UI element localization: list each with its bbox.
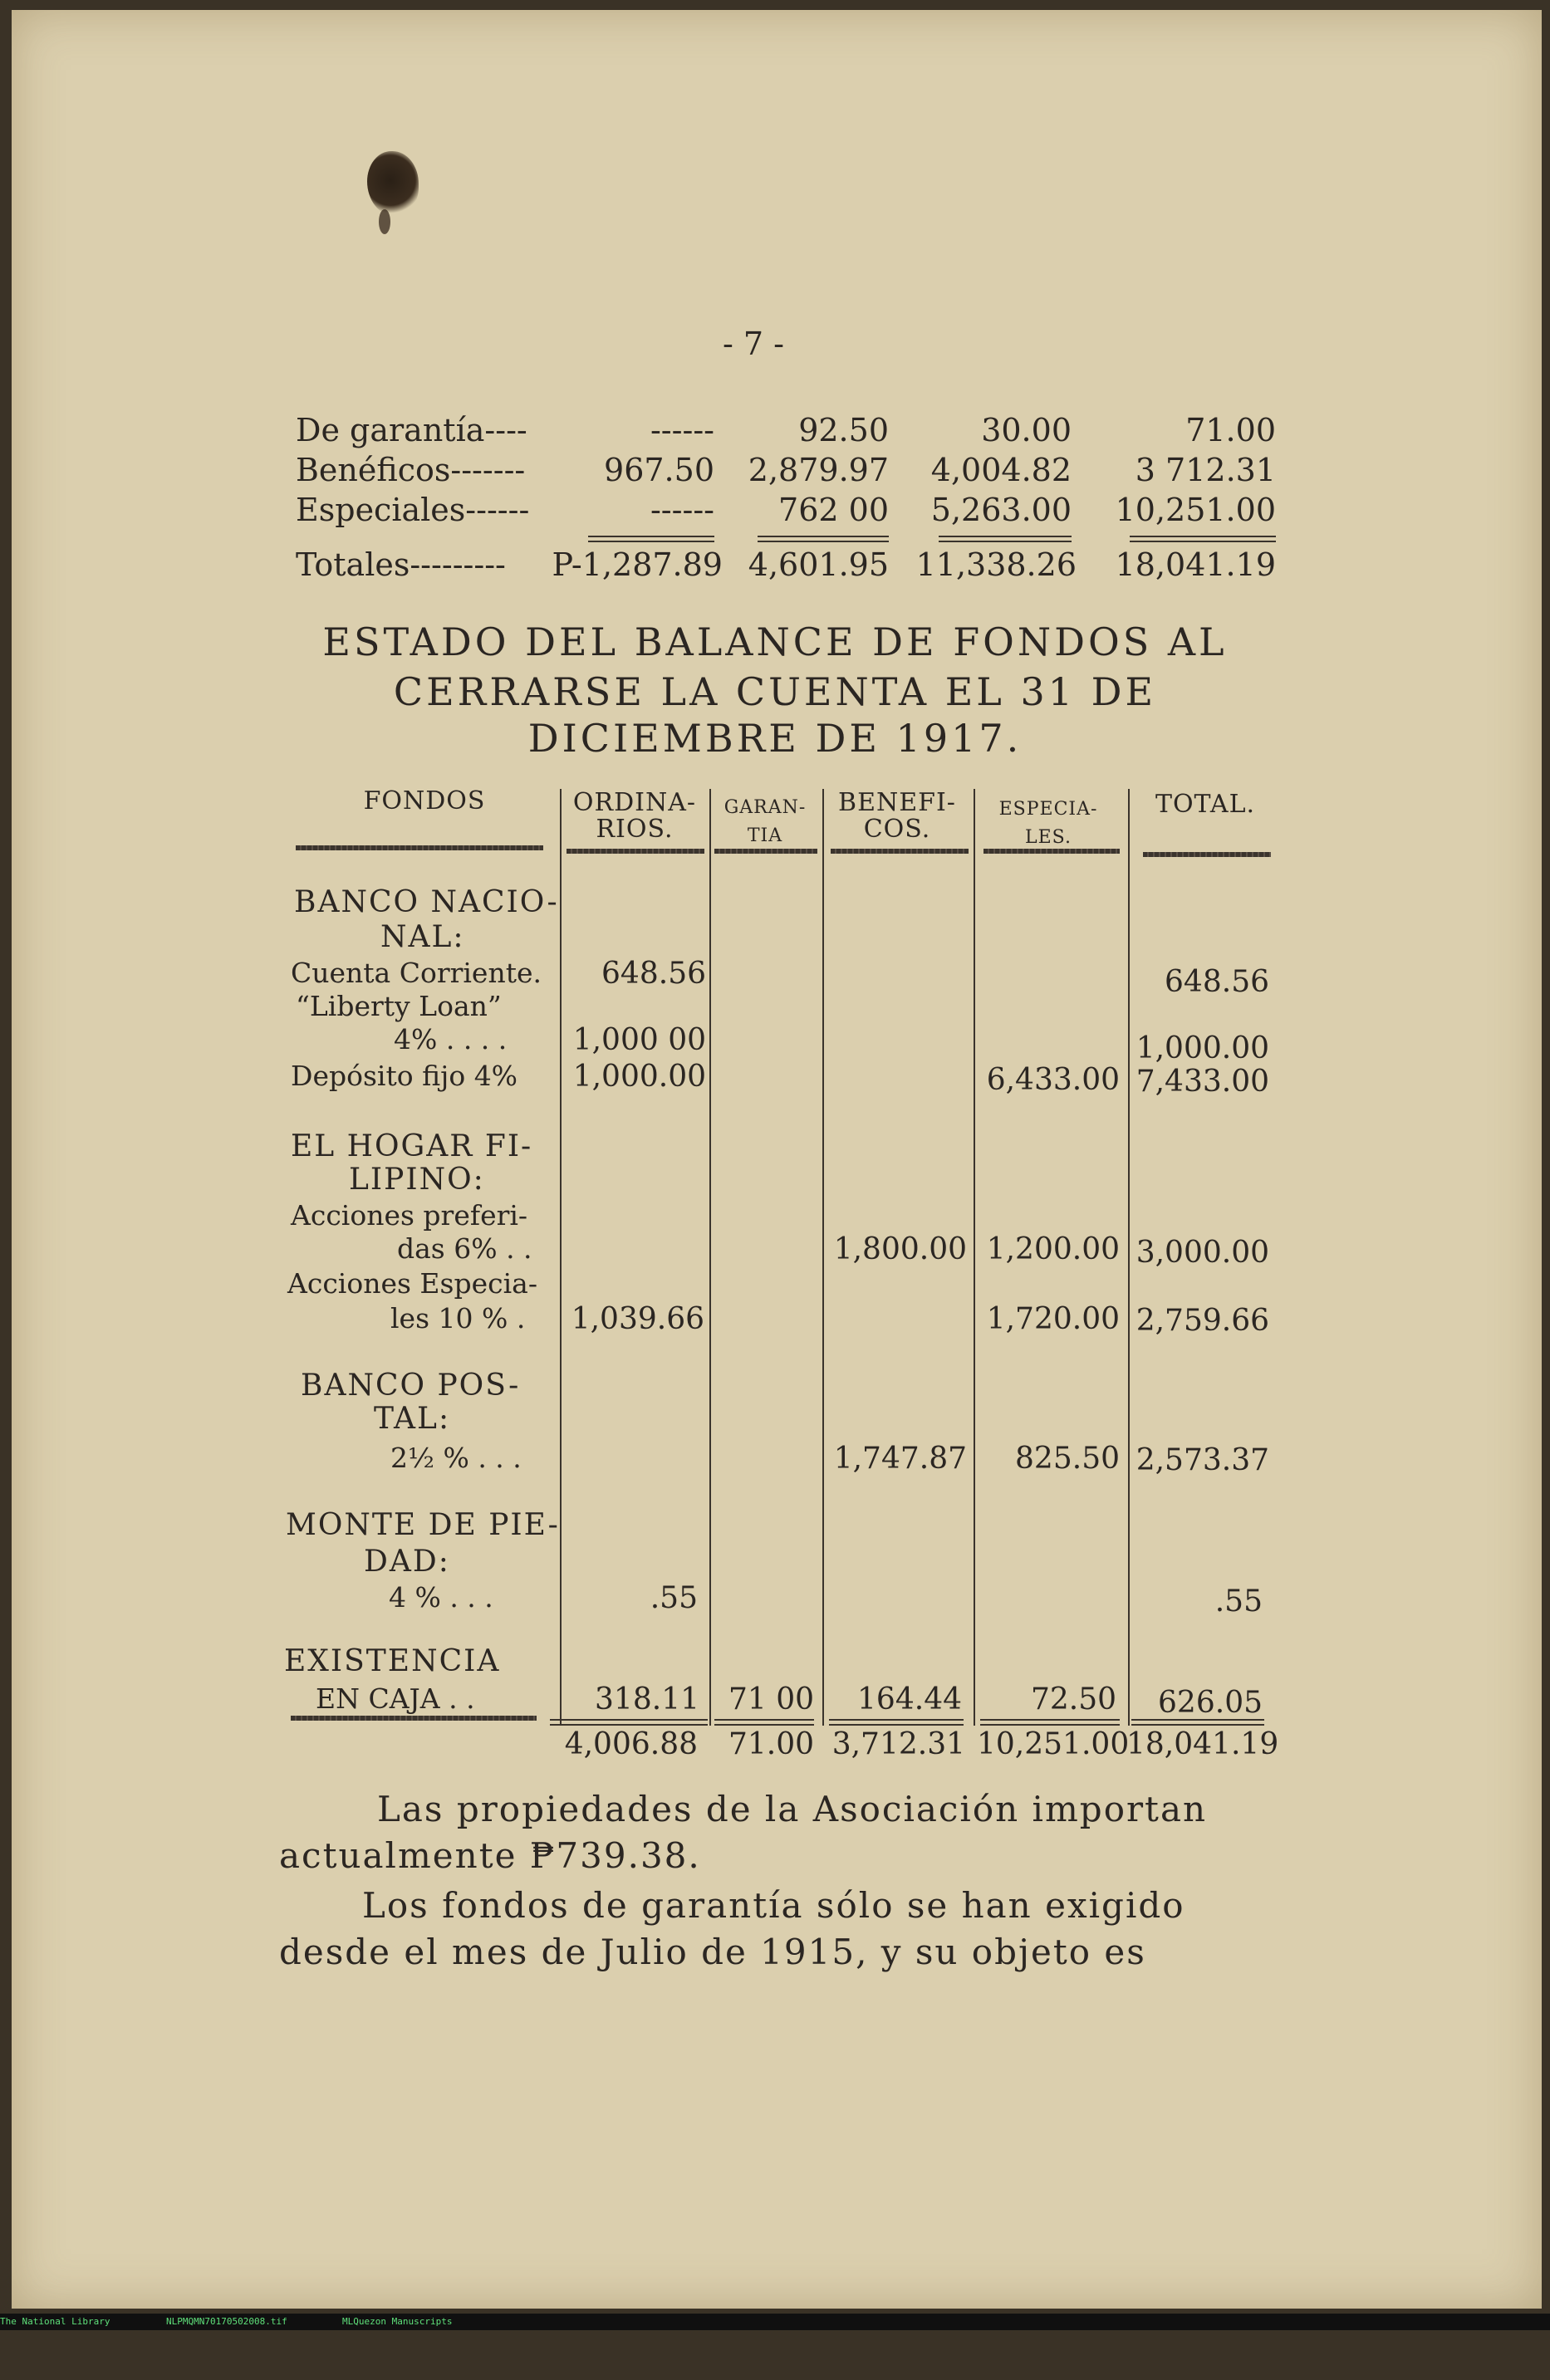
summary-rule [939,536,1072,542]
row-label: 2½ % . . . [390,1442,522,1474]
cell-especiales: 1,200.00 [986,1232,1120,1266]
cell-ordinarios: 648.56 [601,957,706,991]
header-rule [714,849,817,854]
row-label: Cuenta Corriente. [291,957,542,989]
header-especiales-2: LES. [1025,827,1072,848]
column-divider [560,789,562,1726]
header-beneficos-1: BENEFI- [838,788,956,817]
cell-total: 1,000.00 [1136,1031,1269,1065]
summary-total: P-1,287.89 [552,546,723,583]
section-heading-line3: DICIEMBRE DE 1917. [527,716,1023,761]
cell-especiales: 72.50 [1030,1682,1116,1716]
summary-cell: 5,263.00 [930,492,1072,528]
total-especiales: 10,251.00 [977,1727,1130,1761]
totals-rule [714,1719,814,1726]
footer-library: The National Library [0,2316,110,2327]
summary-total: 4,601.95 [748,546,889,583]
cell-ordinarios: 318.11 [595,1682,699,1716]
header-fondos: FONDOS [363,786,486,815]
summary-row-label: De garantía---- [296,412,527,448]
cell-beneficos: 1,747.87 [833,1442,967,1476]
header-ordinarios-1: ORDINA- [572,788,697,817]
summary-rule [588,536,714,542]
group-title: MONTE DE PIE- [286,1508,560,1542]
cell-beneficos: 1,800.00 [833,1232,967,1266]
row-label: Depósito fijo 4% [291,1060,518,1092]
header-rule [296,845,543,850]
row-label: “Liberty Loan” [296,990,502,1022]
group-title: DAD: [364,1545,450,1579]
summary-cell: 10,251.00 [1115,492,1276,528]
header-beneficos-2: COS. [863,815,931,844]
summary-cell: 30.00 [981,412,1072,448]
summary-row-label: Especiales------ [296,492,530,528]
total-ordinarios: 4,006.88 [564,1727,698,1761]
group-title: EXISTENCIA [284,1644,501,1678]
paragraph-1-line-2: actualmente ₱739.38. [279,1835,701,1876]
summary-rule [1130,536,1276,542]
summary-total: 11,338.26 [915,546,1077,583]
summary-cell: 92.50 [798,412,889,448]
totals-rule [980,1719,1120,1726]
total-beneficos: 3,712.31 [831,1727,965,1761]
cell-total: 3,000.00 [1136,1236,1269,1270]
cell-total: 626.05 [1158,1686,1263,1720]
cell-ordinarios: 1,039.66 [571,1302,704,1336]
cell-ordinarios: 1,000.00 [572,1060,706,1094]
footer-collection: MLQuezon Manuscripts [342,2316,453,2327]
summary-cell: ------ [650,492,714,528]
row-label: 4% . . . . [394,1023,508,1055]
cell-ordinarios: .55 [650,1581,698,1615]
totals-rule [829,1719,964,1726]
row-label: EN CAJA . . [316,1682,475,1715]
summary-rule [758,536,889,542]
summary-total: 18,041.19 [1115,546,1276,583]
summary-row-label: Benéficos------- [296,452,526,488]
summary-cell: 967.50 [604,452,714,488]
total-garantia: 71.00 [728,1727,814,1761]
footer-file: NLPMQMN70170502008.tif [166,2316,287,2327]
section-heading-line1: ESTADO DEL BALANCE DE FONDOS AL [322,619,1228,664]
ink-stain-drip [379,209,390,234]
header-rule [567,849,704,854]
header-rule [831,849,969,854]
totals-rule [1131,1719,1264,1726]
cell-total: 2,759.66 [1136,1304,1269,1338]
group-title: TAL: [374,1402,451,1436]
cell-total: 7,433.00 [1136,1065,1269,1099]
cell-especiales: 1,720.00 [986,1302,1120,1336]
ink-stain [367,151,419,216]
row-label: Acciones Especia- [287,1267,537,1300]
group-title: BANCO POS- [301,1369,521,1403]
totals-rule [291,1716,537,1721]
header-rule [983,849,1120,854]
header-ordinarios-2: RIOS. [596,815,674,844]
header-garantia-2: TIA [747,825,783,846]
total-total: 18,041.19 [1126,1727,1279,1761]
header-rule [1143,852,1271,857]
group-title: NAL: [380,920,465,954]
cell-especiales: 6,433.00 [986,1063,1120,1097]
summary-totals-label: Totales--------- [296,546,506,583]
page-number: - 7 - [723,326,785,362]
cell-especiales: 825.50 [1015,1442,1120,1476]
summary-cell: ------ [650,412,714,448]
summary-cell: 762 00 [778,492,889,528]
scan-footer-bar [0,2314,1550,2330]
summary-cell: 3 712.31 [1135,452,1276,488]
cell-total: 648.56 [1165,965,1269,999]
header-garantia-1: GARAN- [723,797,807,818]
cell-ordinarios: 1,000 00 [572,1023,706,1057]
paragraph-2-line-2: desde el mes de Julio de 1915, y su objeto es [279,1932,1146,1972]
column-divider [822,789,824,1726]
group-title: BANCO NACIO- [294,885,559,919]
row-label: das 6% . . [397,1232,532,1265]
column-divider [1128,789,1130,1726]
summary-cell: 4,004.82 [930,452,1072,488]
column-divider [974,789,975,1726]
row-label: 4 % . . . [389,1581,493,1614]
header-total: TOTAL. [1155,790,1256,819]
summary-cell: 71.00 [1185,412,1276,448]
row-label: les 10 % . [390,1302,526,1334]
row-label: Acciones preferi- [291,1199,528,1232]
paragraph-1-line-1: Las propiedades de la Asociación importan [377,1789,1208,1829]
header-especiales-1: ESPECIA- [998,799,1098,820]
column-divider [709,789,711,1726]
group-title: LIPINO: [349,1163,485,1197]
cell-total: 2,573.37 [1136,1443,1269,1477]
group-title: EL HOGAR FI- [291,1129,533,1163]
cell-garantia: 71 00 [728,1682,814,1716]
section-heading-line2: CERRARSE LA CUENTA EL 31 DE [393,669,1157,714]
totals-rule [550,1719,708,1726]
paragraph-2-line-1: Los fondos de garantía sólo se han exigido [362,1885,1185,1926]
summary-cell: 2,879.97 [748,452,889,488]
cell-total: .55 [1214,1584,1263,1618]
cell-beneficos: 164.44 [857,1682,962,1716]
